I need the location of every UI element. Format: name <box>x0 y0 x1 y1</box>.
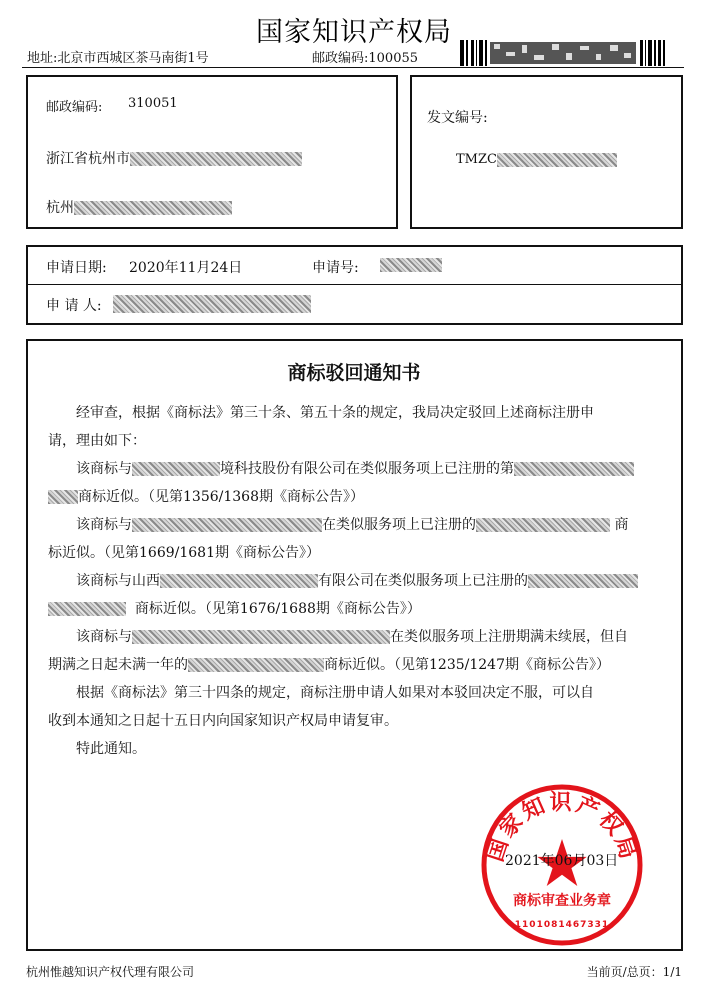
recipient-postcode-label: 邮政编码: <box>46 100 103 115</box>
applicant-label: 申 请 人: <box>46 298 102 314</box>
filing-date-value: 2020年11月24日 <box>129 260 243 276</box>
redacted-company <box>132 462 220 476</box>
redacted-application-number <box>380 258 442 272</box>
doc-number-value: TMZC <box>456 152 617 167</box>
reason-4: 该商标与 在类似服务项上注册期满未续展，但自 <box>76 629 628 645</box>
application-number-label: 申请号: <box>312 260 359 276</box>
reason-3: 该商标与山西 有限公司在类似服务项上已注册的 <box>48 567 666 595</box>
redacted-company <box>132 518 322 532</box>
redacted-recipient <box>74 201 232 215</box>
reason-1: 该商标与 境科技股份有限公司在类似服务项上已注册的第 <box>48 455 666 483</box>
redacted-mark <box>48 602 126 616</box>
notice-title: 商标驳回通知书 <box>287 362 421 384</box>
header-divider <box>22 67 684 68</box>
redacted-applicant <box>113 295 311 313</box>
redacted-mark <box>188 658 324 672</box>
notice-date: 2021年06月03日 <box>505 853 619 869</box>
office-address: 地址:北京市西城区茶马南街1号 <box>27 51 209 66</box>
notice-body <box>48 399 666 763</box>
reason-4-cont: 期满之日起未满一年的 商标近似。（见第1235/1247期《商标公告》） <box>48 657 610 673</box>
redacted-mark <box>476 518 610 532</box>
closing: 特此通知。 <box>76 741 146 757</box>
seal-arc-text: 国家知识产权局 <box>482 789 642 865</box>
redacted-address <box>130 152 302 166</box>
redacted-mark <box>48 490 78 504</box>
intro-line: 请，理由如下： <box>48 433 146 449</box>
recipient-address-line2: 杭州 <box>46 197 232 217</box>
office-postcode: 邮政编码:100055 <box>312 51 419 66</box>
redacted-company <box>160 574 318 588</box>
recipient-postcode-value: 310051 <box>128 96 178 111</box>
redacted-doc-number <box>497 153 617 167</box>
recipient-address-line1: 浙江省杭州市 <box>46 148 302 168</box>
seal-code: 1101081467331 <box>514 920 610 930</box>
reason-3-cont: 商标近似。（见第1676/1688期《商标公告》） <box>48 595 666 623</box>
application-divider <box>26 284 683 285</box>
law-line: 收到本通知之日起十五日内向国家知识产权局申请复审。 <box>48 713 398 729</box>
intro-line: 经审查，根据《商标法》第三十条、第五十条的规定，我局决定驳回上述商标注册申 <box>76 405 594 421</box>
reason-1-cont: 商标近似。（见第1356/1368期《商标公告》） <box>48 483 666 511</box>
seal-inner-text: 商标审查业务章 <box>513 893 611 909</box>
redacted-company <box>132 630 390 644</box>
law-line: 根据《商标法》第三十四条的规定，商标注册申请人如果对本驳回决定不服，可以自 <box>76 685 594 701</box>
agent-name: 杭州惟越知识产权代理有限公司 <box>26 965 195 979</box>
barcode <box>460 40 665 66</box>
page-indicator: 当前页/总页：1/1 <box>586 965 682 979</box>
doc-number-label: 发文编号: <box>427 110 488 126</box>
redacted-mark <box>528 574 638 588</box>
redacted-mark <box>514 462 634 476</box>
reason-2-cont: 标近似。（见第1669/1681期《商标公告》） <box>48 545 320 561</box>
filing-date-label: 申请日期: <box>46 260 107 276</box>
page-title: 国家知识产权局 <box>256 17 452 48</box>
reason-2: 该商标与 在类似服务项上已注册的 商 <box>76 517 629 533</box>
